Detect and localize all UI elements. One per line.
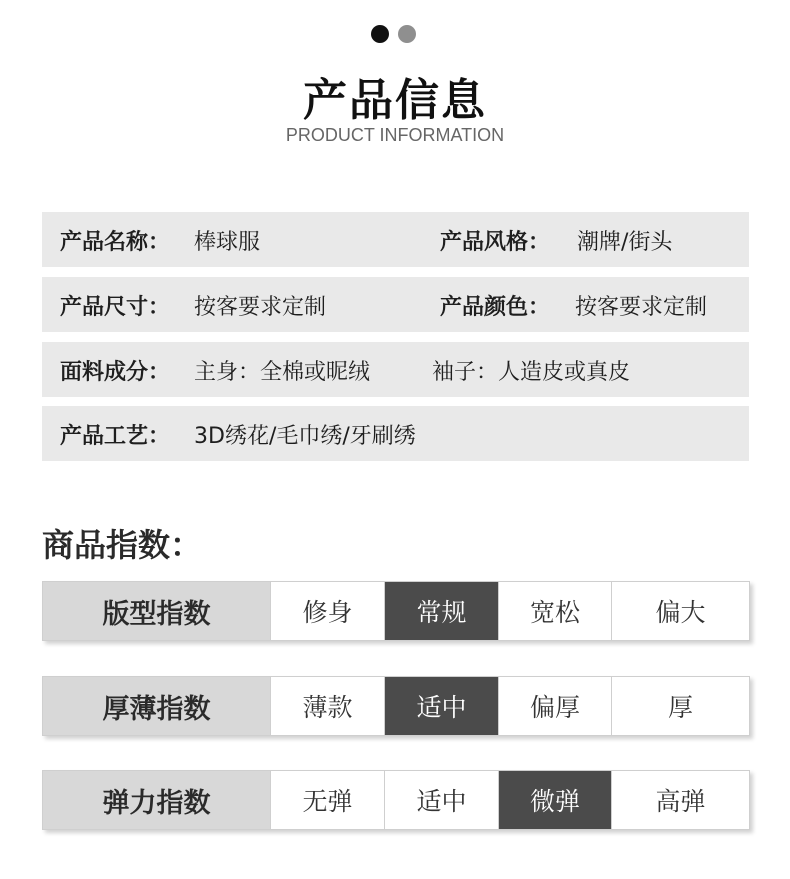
thickness-index-label: 厚薄指数 — [43, 677, 270, 735]
elasticity-index-label: 弹力指数 — [43, 771, 270, 829]
fit-index-scale — [42, 581, 750, 641]
scale-option: 修身 — [270, 582, 384, 640]
product-color-label: 产品颜色： — [440, 295, 551, 320]
scale-option: 高弹 — [611, 771, 749, 829]
pager-dot-active[interactable] — [371, 25, 389, 43]
fit-index-label: 版型指数 — [43, 582, 270, 640]
product-name-value: 棒球服 — [194, 230, 261, 255]
scale-option: 偏大 — [611, 582, 749, 640]
scale-option-selected: 微弹 — [498, 771, 611, 829]
product-size-label: 产品尺寸： — [60, 295, 171, 320]
info-row-fabric — [42, 342, 749, 397]
craft-label: 产品工艺： — [60, 424, 171, 449]
product-style-label: 产品风格： — [440, 230, 551, 255]
pager-dots — [371, 25, 416, 43]
craft-value: 3D绣花/毛巾绣/牙刷绣 — [194, 424, 416, 449]
scale-option-selected: 常规 — [384, 582, 498, 640]
product-color-value: 按客要求定制 — [575, 295, 708, 320]
product-name-label: 产品名称： — [60, 230, 171, 255]
info-row-name-style — [42, 212, 749, 267]
info-row-craft — [42, 406, 749, 461]
scale-option: 偏厚 — [498, 677, 611, 735]
info-row-size-color — [42, 277, 749, 332]
scale-option: 适中 — [384, 771, 498, 829]
elasticity-index-scale — [42, 770, 750, 830]
fabric-label: 面料成分： — [60, 360, 171, 385]
fabric-sleeve-value: 袖子：人造皮或真皮 — [432, 360, 631, 385]
page-title: 产品信息 — [303, 75, 487, 126]
page-subtitle: PRODUCT INFORMATION — [285, 125, 505, 145]
scale-option-selected: 适中 — [384, 677, 498, 735]
fabric-body-value: 主身：全棉或昵绒 — [194, 360, 371, 385]
product-size-value: 按客要求定制 — [194, 295, 327, 320]
scale-option: 厚 — [611, 677, 749, 735]
scale-option: 无弹 — [270, 771, 384, 829]
pager-dot-inactive[interactable] — [398, 25, 416, 43]
product-style-value: 潮牌/街头 — [577, 230, 673, 255]
scale-option: 宽松 — [498, 582, 611, 640]
thickness-index-scale — [42, 676, 750, 736]
index-section-title: 商品指数： — [42, 526, 203, 564]
scale-option: 薄款 — [270, 677, 384, 735]
